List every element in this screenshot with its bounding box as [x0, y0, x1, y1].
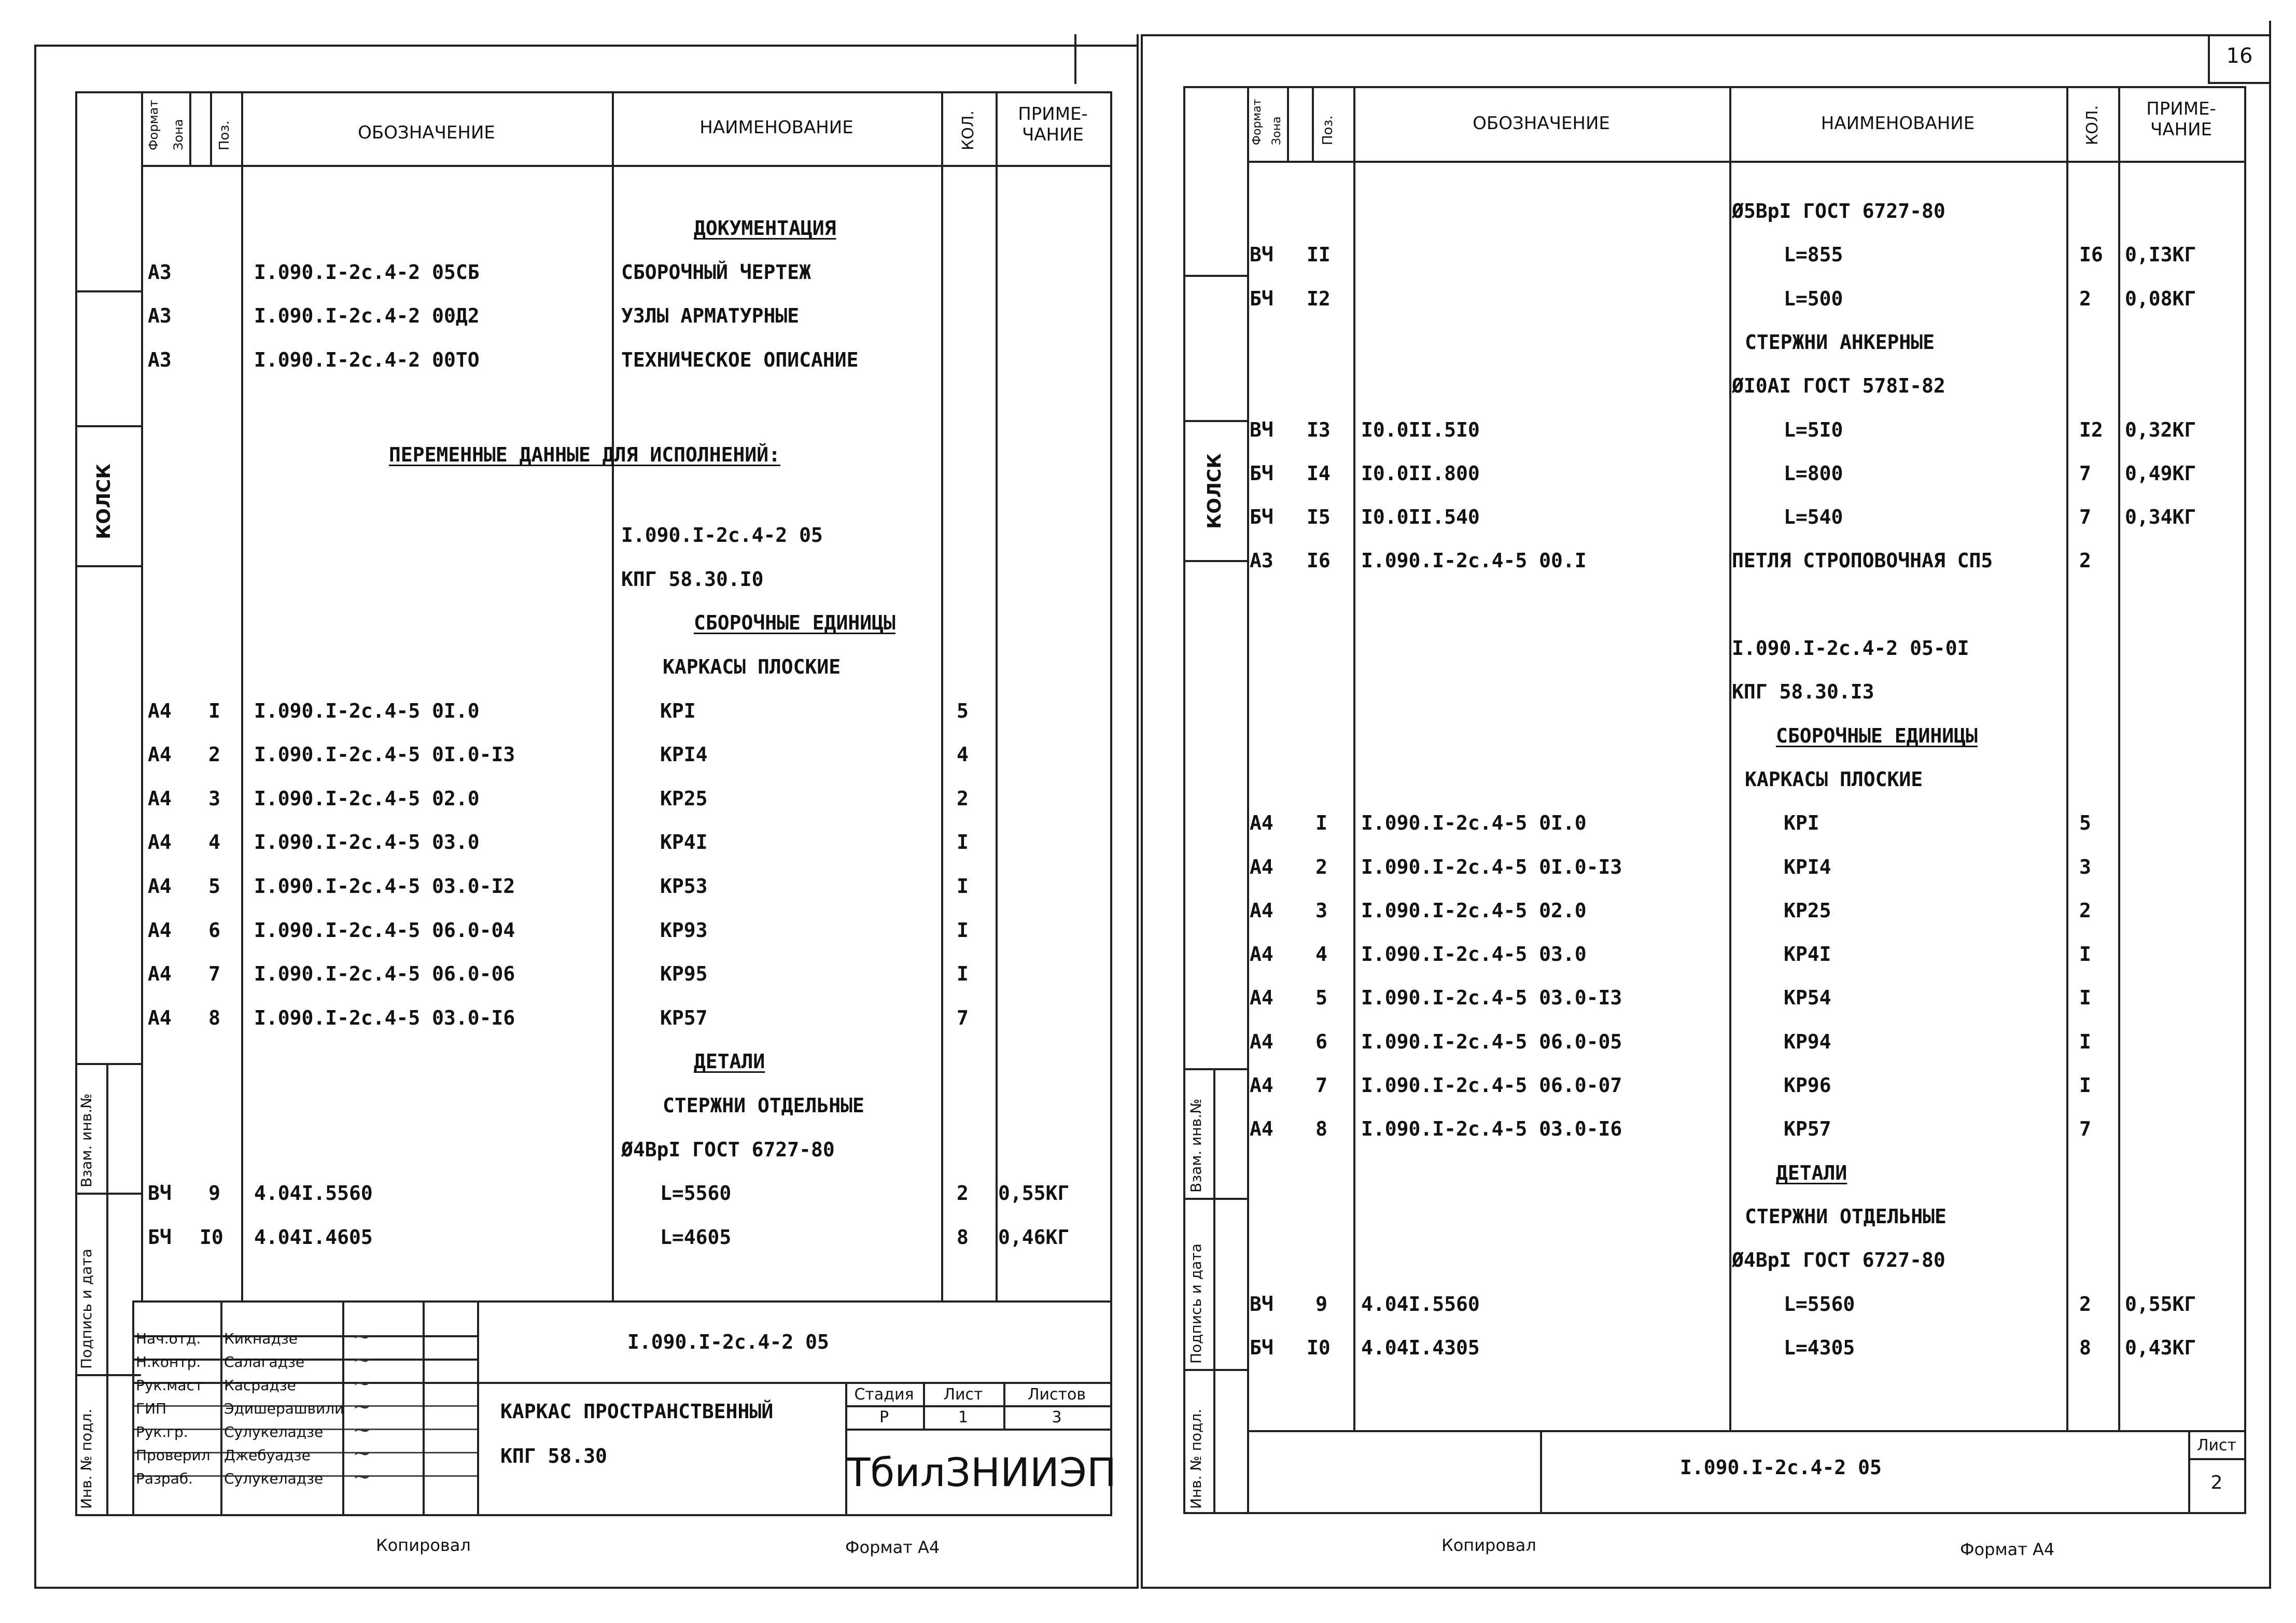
row-quantity: 4 [957, 743, 969, 766]
row-quantity: 7 [2079, 506, 2091, 529]
row-position: I2 [1307, 287, 1331, 310]
row-format: А4 [148, 699, 172, 722]
row-designation: 4.04I.5560 [1361, 1292, 1480, 1316]
row-name: КР95 [660, 962, 708, 986]
row-name: КР94 [1784, 1030, 1831, 1053]
row-format: А4 [1250, 899, 1273, 922]
row-format: А4 [1250, 1074, 1273, 1097]
vzam-inv-label: Взам. инв.№ [78, 1093, 95, 1187]
row-name: L=5I0 [1784, 418, 1843, 441]
row-note: 0,08КГ [2125, 287, 2196, 310]
row-name: L=540 [1784, 506, 1843, 529]
row-name: КР57 [660, 1006, 708, 1029]
row-designation: I.090.I-2с.4-5 06.0-07 [1361, 1074, 1622, 1097]
row-designation: I.090.I-2с.4-2 00Д2 [254, 304, 480, 328]
sheets-value: 3 [1052, 1408, 1062, 1426]
page-number-top: 16 [2226, 44, 2253, 68]
header-name: НАИМЕНОВАНИЕ [699, 117, 853, 138]
row-name: ØI0АI ГОСТ 578I-82 [1732, 374, 1945, 398]
row-position: 4 [1315, 943, 1327, 966]
row-designation: I.090.I-2с.4-5 03.0-I3 [1361, 986, 1622, 1010]
row-name: СТЕРЖНИ ОТДЕЛЬНЫЕ [663, 1094, 864, 1117]
right-inv-podl-label: Инв. № подл. [1187, 1408, 1205, 1509]
left-footer-copied: Копировал [376, 1535, 471, 1555]
right-podpis-data-label: Подпись и дата [1187, 1243, 1205, 1364]
row-designation: 4.04I.4305 [1361, 1336, 1480, 1359]
row-position: 7 [1315, 1074, 1327, 1097]
right-header-name: НАИМЕНОВАНИЕ [1821, 113, 1975, 134]
left-doc-code: I.090.I-2с.4-2 05 [627, 1331, 829, 1353]
row-name: I.090.I-2с.4-2 05 [621, 524, 823, 547]
row-position: I [208, 699, 220, 722]
row-quantity: I6 [2079, 243, 2103, 267]
row-position: I [1315, 812, 1327, 835]
row-quantity: 2 [2079, 1292, 2091, 1316]
row-format: А4 [148, 787, 172, 810]
row-format: А4 [148, 875, 172, 898]
signature-scribble: ~ [353, 1417, 372, 1443]
right-sheet-value: 2 [2210, 1472, 2223, 1493]
approval-role: ГИП [136, 1400, 167, 1417]
approval-role: Н.контр. [136, 1353, 201, 1370]
row-name: КАРКАСЫ ПЛОСКИЕ [1745, 767, 1923, 791]
row-format: ВЧ [1250, 1292, 1273, 1316]
row-position: 6 [1315, 1030, 1327, 1053]
row-name: КПГ 58.30.I0 [621, 567, 764, 591]
approval-role: Рук.гр. [136, 1423, 188, 1440]
row-designation: I.090.I-2с.4-5 0I.0 [1361, 812, 1587, 835]
row-name: КР57 [1784, 1117, 1831, 1141]
row-format: БЧ [1250, 506, 1273, 529]
right-sheet-label: Лист [2196, 1436, 2237, 1454]
header-designation: ОБОЗНАЧЕНИЕ [358, 122, 495, 143]
row-format: А3 [148, 304, 172, 328]
signature-scribble: ~ [353, 1347, 372, 1373]
row-designation: I0.0II.5I0 [1361, 418, 1480, 441]
row-position: 4 [208, 831, 220, 854]
row-position: 5 [1315, 986, 1327, 1010]
row-format: А4 [1250, 855, 1273, 878]
row-note: 0,46КГ [998, 1225, 1070, 1249]
row-quantity: I [2079, 986, 2091, 1010]
left-footer-format: Формат А4 [845, 1537, 940, 1557]
row-name: ПЕТЛЯ СТРОПОВОЧНАЯ СП5 [1732, 549, 1993, 572]
row-quantity: I [2079, 1074, 2091, 1097]
right-header-designation: ОБОЗНАЧЕНИЕ [1473, 113, 1610, 134]
podpis-data-label: Подпись и дата [78, 1249, 95, 1369]
row-position: 2 [1315, 855, 1327, 878]
right-header-format: Формат [1251, 99, 1264, 145]
row-designation: I.090.I-2с.4-5 03.0-I6 [1361, 1117, 1622, 1141]
row-name: I.090.I-2с.4-2 05-0I [1732, 637, 1969, 660]
row-format: А3 [148, 260, 172, 284]
right-doc-code: I.090.I-2с.4-2 05 [1680, 1456, 1882, 1479]
stage-value: Р [879, 1408, 889, 1426]
row-format: А4 [148, 743, 172, 766]
row-note: 0,I3КГ [2125, 243, 2196, 267]
row-quantity: 8 [957, 1225, 969, 1249]
row-name: L=500 [1784, 287, 1843, 310]
row-note: 0,43КГ [2125, 1336, 2196, 1359]
right-footer-copied: Копировал [1441, 1535, 1536, 1555]
row-format: ВЧ [1250, 243, 1273, 267]
row-name: L=5560 [660, 1182, 732, 1205]
row-name: L=800 [1784, 461, 1843, 485]
row-name: КР54 [1784, 986, 1831, 1010]
approval-name: Сулукеладзе [224, 1423, 324, 1440]
approval-role: Разраб. [136, 1470, 193, 1487]
row-quantity: I [2079, 1030, 2091, 1053]
left-title-1: КАРКАС ПРОСТРАНСТВЕННЫЙ [500, 1400, 774, 1423]
row-designation: I.090.I-2с.4-5 0I.0-I3 [254, 743, 515, 766]
row-name: СТЕРЖНИ АНКЕРНЫЕ [1745, 330, 1935, 354]
signature-scribble: ~ [353, 1370, 372, 1396]
header-qty: КОЛ. [959, 110, 977, 150]
row-quantity: 2 [2079, 899, 2091, 922]
row-quantity: 3 [2079, 855, 2091, 878]
row-format: БЧ [1250, 461, 1273, 485]
row-note: 0,49КГ [2125, 461, 2196, 485]
row-quantity: 2 [2079, 549, 2091, 572]
row-designation: I.090.I-2с.4-5 0I.0 [254, 699, 480, 722]
header-note-2: ЧАНИЕ [1021, 124, 1084, 145]
approval-role: Рук.маст [136, 1377, 203, 1394]
row-name: L=4305 [1784, 1336, 1855, 1359]
row-quantity: 2 [2079, 287, 2091, 310]
right-header-pos: Поз. [1320, 115, 1336, 145]
signature-scribble: ~ [353, 1440, 372, 1466]
row-quantity: 2 [957, 787, 969, 810]
row-quantity: I [957, 831, 969, 854]
row-designation: I.090.I-2с.4-5 06.0-05 [1361, 1030, 1622, 1053]
right-header-zone: Зона [1270, 116, 1283, 145]
row-name: КР96 [1784, 1074, 1831, 1097]
row-format: А4 [148, 918, 172, 942]
row-name: КР53 [660, 875, 708, 898]
row-name: ТЕХНИЧЕСКОЕ ОПИСАНИЕ [621, 348, 859, 371]
sheets-label: Листов [1027, 1386, 1086, 1404]
row-quantity: I2 [2079, 418, 2103, 441]
org-name: ТбилЗНИИЭП [846, 1449, 1117, 1495]
row-designation: I.090.I-2с.4-5 03.0 [1361, 943, 1587, 966]
stage-label: Стадия [854, 1386, 914, 1404]
approval-role: Проверил [136, 1447, 211, 1464]
row-note: 0,34КГ [2125, 506, 2196, 529]
right-header-note-1: ПРИМЕ- [2146, 99, 2216, 119]
row-position: 9 [1315, 1292, 1327, 1316]
row-format: БЧ [1250, 287, 1273, 310]
row-name: КР4I [1784, 943, 1831, 966]
row-format: А4 [1250, 1117, 1273, 1141]
row-format: А4 [148, 831, 172, 854]
row-position: I4 [1307, 461, 1331, 485]
row-format: А4 [1250, 943, 1273, 966]
row-position: 3 [1315, 899, 1327, 922]
row-designation: I.090.I-2с.4-5 06.0-04 [254, 918, 515, 942]
row-format: А4 [148, 962, 172, 986]
signature-scribble: ~ [353, 1323, 372, 1350]
row-designation: I.090.I-2с.4-5 03.0-I2 [254, 875, 515, 898]
row-position: 7 [208, 962, 220, 986]
row-name: КАРКАСЫ ПЛОСКИЕ [663, 655, 841, 678]
row-position: 8 [1315, 1117, 1327, 1141]
row-name: СБОРОЧНЫЕ ЕДИНИЦЫ [1776, 724, 1978, 747]
sheet-label: Лист [943, 1386, 983, 1404]
row-note: 0,32КГ [2125, 418, 2196, 441]
row-name: L=855 [1784, 243, 1843, 267]
row-format: А4 [1250, 812, 1273, 835]
row-designation: I.090.I-2с.4-5 0I.0-I3 [1361, 855, 1622, 878]
right-kolsk-label: КОЛСК [1204, 453, 1225, 529]
row-name: ДЕТАЛИ [1776, 1161, 1847, 1184]
row-format: ВЧ [148, 1182, 172, 1205]
row-format: А4 [1250, 1030, 1273, 1053]
row-name: КРI4 [660, 743, 708, 766]
row-name: УЗЛЫ АРМАТУРНЫЕ [621, 304, 800, 328]
row-name: СБОРОЧНЫЕ ЕДИНИЦЫ [694, 611, 895, 635]
row-designation: I.090.I-2с.4-5 00.I [1361, 549, 1587, 572]
signature-scribble: ~ [353, 1393, 372, 1420]
row-position: 6 [208, 918, 220, 942]
row-quantity: I [2079, 943, 2091, 966]
right-vzam-inv-label: Взам. инв.№ [1187, 1098, 1205, 1193]
row-position: 5 [208, 875, 220, 898]
row-position: I0 [200, 1225, 223, 1249]
row-name: КРI [660, 699, 696, 722]
header-pos: Поз. [217, 120, 232, 150]
row-quantity: 2 [957, 1182, 969, 1205]
approval-name: Кикнадзе [224, 1330, 298, 1347]
row-quantity: 7 [957, 1006, 969, 1029]
row-note: 0,55КГ [998, 1182, 1070, 1205]
sheet-value: 1 [958, 1408, 969, 1426]
row-name: Ø4ВрI ГОСТ 6727-80 [1732, 1249, 1945, 1272]
row-name: ДЕТАЛИ [694, 1050, 765, 1073]
row-designation: I.090.I-2с.4-5 02.0 [254, 787, 480, 810]
approval-name: Салагадзе [224, 1353, 305, 1370]
row-position: I0 [1307, 1336, 1331, 1359]
row-designation: I0.0II.800 [1361, 461, 1480, 485]
row-designation: I.090.I-2с.4-2 05СБ [254, 260, 480, 284]
right-header-qty: КОЛ. [2083, 105, 2102, 145]
row-format: А4 [1250, 986, 1273, 1010]
row-quantity: I [957, 962, 969, 986]
row-name: КРI [1784, 812, 1819, 835]
row-quantity: 8 [2079, 1336, 2091, 1359]
row-designation: I.090.I-2с.4-2 00ТО [254, 348, 480, 371]
approval-name: Сулукеладзе [224, 1470, 324, 1487]
kolsk-label: КОЛСК [93, 464, 115, 539]
row-designation: 4.04I.4605 [254, 1225, 373, 1249]
left-title-2: КПГ 58.30 [500, 1445, 607, 1467]
row-name: КР93 [660, 918, 708, 942]
approval-name: Джебуадзе [224, 1447, 311, 1464]
row-note: 0,55КГ [2125, 1292, 2196, 1316]
right-header-note-2: ЧАНИЕ [2150, 119, 2213, 140]
row-designation: I0.0II.540 [1361, 506, 1480, 529]
row-name: КР4I [660, 831, 708, 854]
row-designation: I.090.I-2с.4-5 03.0-I6 [254, 1006, 515, 1029]
row-position: 8 [208, 1006, 220, 1029]
row-position: I3 [1307, 418, 1331, 441]
row-name: КПГ 58.30.I3 [1732, 680, 1874, 704]
row-position: II [1307, 243, 1331, 267]
approval-name: Эдишерашвили [224, 1400, 344, 1417]
row-position: I6 [1307, 549, 1331, 572]
row-format: А3 [148, 348, 172, 371]
variable-data-heading: ПЕРЕМЕННЫЕ ДАННЫЕ ДЛЯ ИСПОЛНЕНИЙ: [389, 443, 780, 466]
row-quantity: 5 [957, 699, 969, 722]
right-footer-format: Формат А4 [1960, 1540, 2055, 1559]
row-designation: I.090.I-2с.4-5 02.0 [1361, 899, 1587, 922]
row-designation: I.090.I-2с.4-5 06.0-06 [254, 962, 515, 986]
row-quantity: 7 [2079, 1117, 2091, 1141]
header-format: Формат [146, 100, 161, 150]
row-designation: 4.04I.5560 [254, 1182, 373, 1205]
row-name: КР25 [1784, 899, 1831, 922]
header-zone: Зона [171, 119, 186, 150]
row-position: 9 [208, 1182, 220, 1205]
row-name: L=4605 [660, 1225, 732, 1249]
row-name: L=5560 [1784, 1292, 1855, 1316]
row-position: 3 [208, 787, 220, 810]
row-format: А3 [1250, 549, 1273, 572]
row-designation: I.090.I-2с.4-5 03.0 [254, 831, 480, 854]
header-note-1: ПРИМЕ- [1018, 104, 1088, 124]
row-name: Ø4ВрI ГОСТ 6727-80 [621, 1138, 835, 1161]
signature-scribble: ~ [353, 1463, 372, 1490]
row-format: БЧ [1250, 1336, 1273, 1359]
approval-role: Нач.отд. [136, 1330, 201, 1347]
row-name: КР25 [660, 787, 708, 810]
row-quantity: 7 [2079, 461, 2091, 485]
row-name: СБОРОЧНЫЙ ЧЕРТЕЖ [621, 260, 811, 284]
row-quantity: I [957, 918, 969, 942]
row-name: Ø5ВрI ГОСТ 6727-80 [1732, 200, 1945, 222]
row-name: ДОКУМЕНТАЦИЯ [694, 217, 836, 240]
row-quantity: 5 [2079, 812, 2091, 835]
row-format: БЧ [148, 1225, 172, 1249]
row-name: СТЕРЖНИ ОТДЕЛЬНЫЕ [1745, 1205, 1947, 1228]
row-format: А4 [148, 1006, 172, 1029]
approval-name: Касрадзе [224, 1377, 296, 1394]
row-name: КРI4 [1784, 855, 1831, 878]
row-quantity: I [957, 875, 969, 898]
row-position: 2 [208, 743, 220, 766]
row-format: ВЧ [1250, 418, 1273, 441]
row-position: I5 [1307, 506, 1331, 529]
inv-podl-label: Инв. № подл. [78, 1408, 95, 1509]
